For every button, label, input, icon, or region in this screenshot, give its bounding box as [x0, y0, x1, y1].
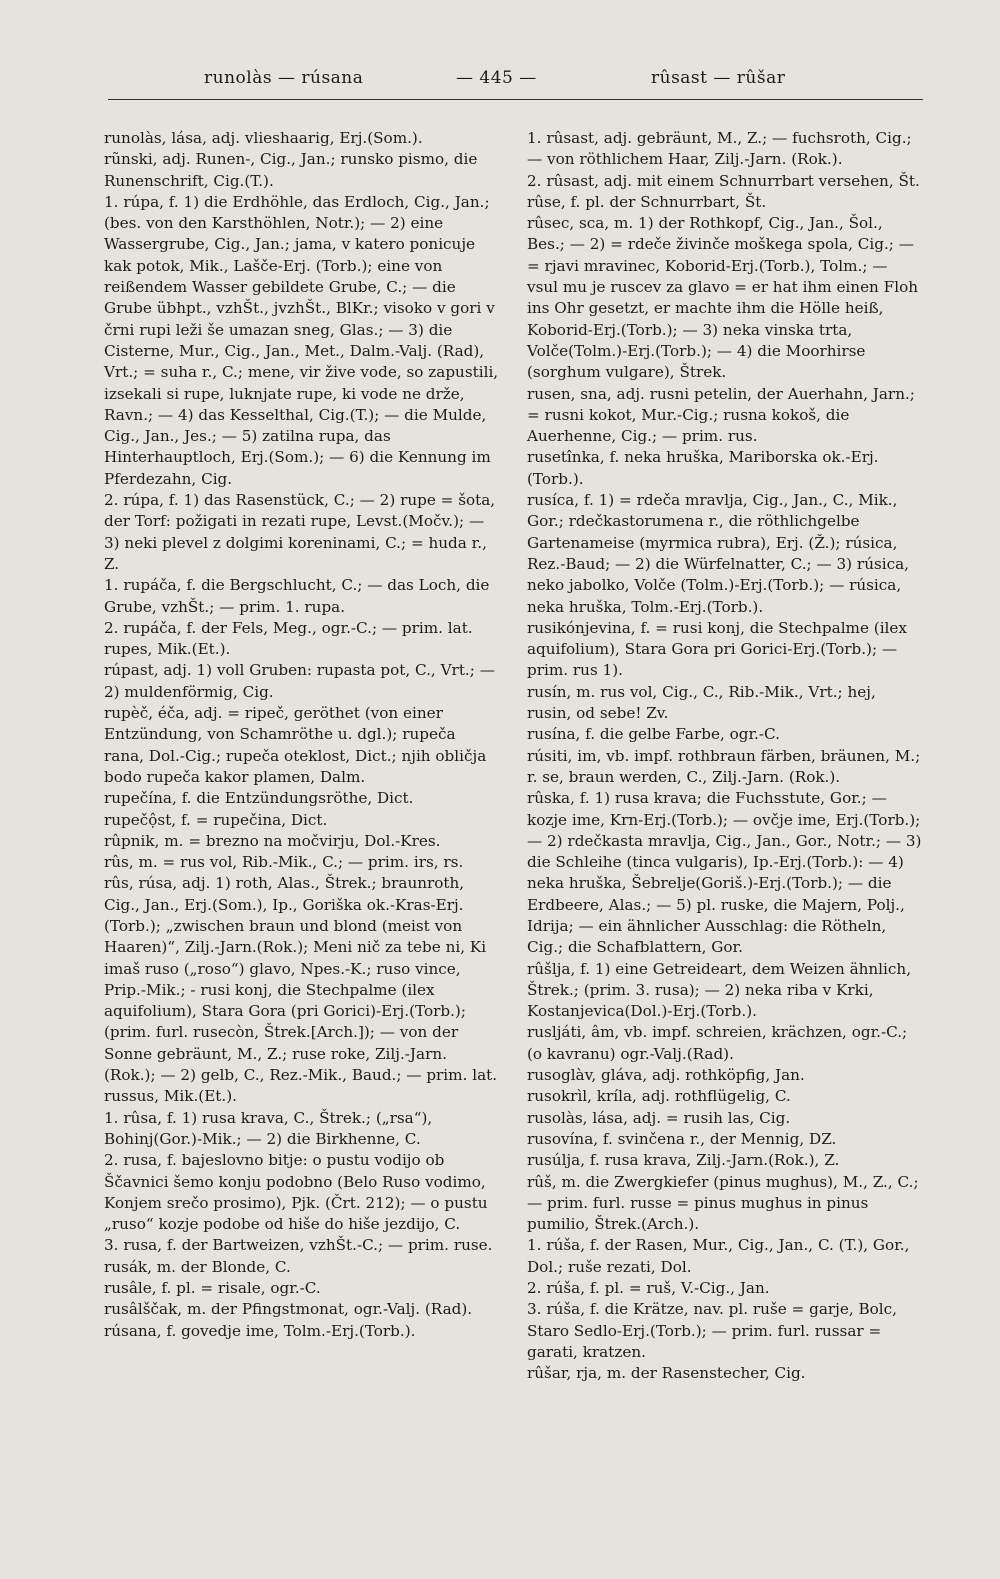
dictionary-entry: rupečộst, f. = rupečina, Dict. [104, 810, 328, 829]
dictionary-entry: rusolàs, lása, adj. = rusih las, Cig. [527, 1108, 791, 1127]
dictionary-entry: rusen, sna, adj. rusni petelin, der Auerhahn, Jarn.; = rusni kokot, Mur.-Cig.; rusna kokoš, die Auerhenne, Cig.; — prim. rus. [527, 384, 915, 446]
page-number: — 445 — [456, 68, 537, 88]
dictionary-entry: 2. rúša, f. pl. = ruš, V.-Cig., Jan. [527, 1279, 770, 1298]
dictionary-entry: rûse, f. pl. der Schnurrbart, Št. [527, 192, 767, 211]
dictionary-entry: rusetînka, f. neka hruška, Mariborska ok.-Erj.(Torb.). [527, 448, 879, 488]
dictionary-entry: runolàs, lása, adj. vlieshaarig, Erj.(Som.). [104, 129, 423, 147]
dictionary-entry: rũnski, adj. Runen-, Cig., Jan.; runsko pismo, die Runenschrift, Cig.(T.). [104, 150, 478, 190]
dictionary-entry: 2. rûsast, adj. mit einem Schnurrbart versehen, Št. [527, 171, 920, 190]
dictionary-entry: rusíca, f. 1) = rdeča mravlja, Cig., Jan., C., Mik., Gor.; rdečkastorumena r., die röthlichgelbe Gartenameise (myrmica rubra), Erj. (Ž.); rúsica, Rez.-Baud; — 2) die Würfelnatter, C.; — 3) rúsica, neko jabolko, Volče (Tolm.)-Erj.(Torb.); — rúsica, neka hruška, Tolm.-Erj.(Torb.). [527, 491, 910, 616]
dictionary-entry: 2. rúpa, f. 1) das Rasenstück, C.; — 2) rupe = šota, der Torf: požigati in rezati rupe, Levst.(Močv.); — 3) neki plevel z dolgimi koreninami, C.; = huda r., Z. [104, 491, 496, 573]
dictionary-entry: rupečína, f. die Entzündungsröthe, Dict. [104, 789, 414, 808]
dictionary-entry: rúpast, adj. 1) voll Gruben: rupasta pot, C., Vrt.; — 2) muldenförmig, Cig. [104, 661, 495, 701]
dictionary-entry: rúsana, f. govedje ime, Tolm.-Erj.(Torb.). [104, 1321, 416, 1340]
dictionary-entry: rupèč, éča, adj. = ripeč, geröthet (von einer Entzündung, von Schamröthe u. dgl.); rupeča rana, Dol.-Cig.; rupeča oteklost, Dict.; njih obličja bodo rupeča kakor plamen, Dalm. [104, 704, 487, 786]
dictionary-entry: rusikónjevina, f. = rusi konj, die Stechpalme (ilex aquifolium), Stara Gora pri Gorici-Erj.(Torb.); — prim. rus 1). [527, 618, 907, 680]
dictionary-entry: rusína, f. die gelbe Farbe, ogr.-C. [527, 725, 780, 744]
dictionary-entry: rusín, m. rus vol, Cig., C., Rib.-Mik., Vrt.; hej, rusin, od sebe! Zv. [527, 682, 876, 723]
header-left-guidewords: runolàs — rúsana [204, 68, 364, 88]
dictionary-entry: rusúlja, f. rusa krava, Zilj.-Jarn.(Rok.), Z. [527, 1151, 840, 1170]
dictionary-entry: 1. rûsa, f. 1) rusa krava, C., Štrek.; („rsa“), Bohinj(Gor.)-Mik.; — 2) die Birkhenne, C. [104, 1108, 433, 1148]
dictionary-entry: rusâlščak, m. der Pfingstmonat, ogr.-Valj. (Rad). [104, 1300, 473, 1319]
dictionary-entry: rûšlja, f. 1) eine Getreideart, dem Weizen ähnlich, Štrek.; (prim. 3. rusa); — 2) neka riba v Krki, Kostanjevica(Dol.)-Erj.(Torb.). [527, 959, 912, 1021]
dictionary-entry: rûs, rúsa, adj. 1) roth, Alas., Štrek.; braunroth, Cig., Jan., Erj.(Som.), Ip., Goriška ok.-Kras-Erj.(Torb.); „zwischen braun und blond (meist von Haaren)“, Zilj.-Jarn.(Rok.); Meni nič za tebe ni, Ki imaš ruso („roso“) glavo, Npes.-K.; ruso vince, Prip.-Mik.; - rusi konj, die Stechpalme (ilex aquifolium), Stara Gora (pri Gorici)-Erj.(Torb.); (prim. furl. rusecòn, Štrek.[Arch.]); — von der Sonne gebräunt, M., Z.; ruse roke, Zilj.-Jarn. (Rok.); — 2) gelb, C., Rez.-Mik., Baud.; — prim. lat. russus, Mik.(Et.). [104, 874, 498, 1106]
dictionary-entry: rusljáti, âm, vb. impf. schreien, krächzen, ogr.-C.; (o kavranu) ogr.-Valj.(Rad). [527, 1023, 908, 1063]
dictionary-entry: rusokrìl, kríla, adj. rothflügelig, C. [527, 1087, 791, 1106]
dictionary-entry: rûpnik, m. = brezno na močvirju, Dol.-Kres. [104, 831, 441, 850]
dictionary-entry: rusovína, f. svinčena r., der Mennig, DZ. [527, 1129, 837, 1148]
header-right-guidewords: rûsast — rûšar [651, 68, 786, 88]
dictionary-entry: 3. rúša, f. die Krätze, nav. pl. ruše = garje, Bolc, Staro Sedlo-Erj.(Torb.); — prim. furl. russar = garati, kratzen. [527, 1300, 897, 1361]
dictionary-entry: 2. rupáča, f. der Fels, Meg., ogr.-C.; — prim. lat. rupes, Mik.(Et.). [104, 618, 473, 659]
dictionary-entry: 1. rupáča, f. die Bergschlucht, C.; — das Loch, die Grube, vzhŠt.; — prim. 1. rupa. [104, 576, 490, 616]
dictionary-entry: rúsiti, im, vb. impf. rothbraun färben, bräunen, M.; r. se, braun werden, C., Zilj.-Jarn. (Rok.). [527, 746, 921, 786]
left-column [104, 128, 499, 1342]
dictionary-entry: 1. rúpa, f. 1) die Erdhöhle, das Erdloch, Cig., Jan.; (bes. von den Karsthöhlen, Notr.); — 2) eine Wassergrube, Cig., Jan.; jama, v katero ponicuje kak potok, Mik., Lašče-Erj. (Torb.); eine von reißendem Wasser gebildete Grube, C.; — die Grube übhpt., vzhŠt., jvzhŠt., BlKr.; visoko v gori v črni rupi leži še umazan sneg, Glas.; — 3) die Cisterne, Mur., Cig., Jan., Met., Dalm.-Valj. (Rad), Vrt.; = suha r., C.; mene, vir žive vode, so zapustili, izsekali si rupe, luknjate rupe, ki vode ne drže, Ravn.; — 4) das Kesselthal, Cig.(T.); — die Mulde, Cig., Jan., Jes.; — 5) zatilna rupa, das Hinterhauptloch, Erj.(Som.); — 6) die Kennung im Pferdezahn, Cig. [104, 192, 499, 488]
dictionary-entry: rûšar, rja, m. der Rasenstecher, Cig. [527, 1364, 806, 1383]
right-column [527, 128, 922, 1385]
dictionary-entry: rûs, m. = rus vol, Rib.-Mik., C.; — prim. irs, rs. [104, 853, 464, 872]
dictionary-entry: rûska, f. 1) rusa krava; die Fuchsstute, Gor.; — kozje ime, Krn-Erj.(Torb.); — ovčje ime, Erj.(Torb.); — 2) rdečkasta mravlja, Cig., Jan., Gor., Notr.; — 3) die Schleihe (tinca vulgaris), Ip.-Erj.(Torb.): — 4) neka hruška, Šebrelje(Goriš.)-Erj.(Torb.); — die Erdbeere, Alas.; — 5) pl. ruske, die Majern, Polj., Idrija; — ein ähnlicher Ausschlag: die Rötheln, Cig.; die Schafblattern, Gor. [527, 789, 922, 957]
dictionary-entry: 3. rusa, f. der Bartweizen, vzhŠt.-C.; — prim. ruse. [104, 1236, 493, 1255]
dictionary-entry: rusâle, f. pl. = risale, ogr.-C. [104, 1279, 321, 1298]
dictionary-entry: rûsec, sca, m. 1) der Rothkopf, Cig., Jan., Šol., Bes.; — 2) = rdeče živinče moškega spola, Cig.; — = rjavi mravinec, Koborid-Erj.(Torb.), Tolm.; — vsul mu je ruscev za glavo = er hat ihm einen Floh ins Ohr gesetzt, er machte ihm die Hölle heiß, Koborid-Erj.(Torb.); — 3) neka vinska trta, Volče(Tolm.)-Erj.(Torb.); — 4) die Moorhirse (sorghum vulgare), Štrek. [527, 214, 918, 382]
dictionary-entry: 1. rûsast, adj. gebräunt, M., Z.; — fuchsroth, Cig.; — von röthlichem Haar, Zilj.-Jarn. (Rok.). [527, 129, 912, 169]
dictionary-entry: 2. rusa, f. bajeslovno bitje: o pustu vodijo ob Ščavnici šemo konju podobno (Belo Ruso vodimo, Konjem srečo prosimo), Pjk. (Črt. 212); — o pustu „ruso“ kozje podobe od hiše do hiše jezdijo, C. [104, 1151, 488, 1234]
dictionary-entry: rusoglàv, gláva, adj. rothköpfig, Jan. [527, 1066, 805, 1085]
dictionary-entry: rûš, m. die Zwergkiefer (pinus mughus), M., Z., C.; — prim. furl. russe = pinus mughus in pinus pumilio, Štrek.(Arch.). [527, 1172, 919, 1234]
dictionary-entry: 1. rúša, f. der Rasen, Mur., Cig., Jan., C. (T.), Gor., Dol.; ruše rezati, Dol. [527, 1236, 910, 1276]
header-rule [108, 99, 923, 100]
dictionary-entry: rusák, m. der Blonde, C. [104, 1257, 291, 1276]
